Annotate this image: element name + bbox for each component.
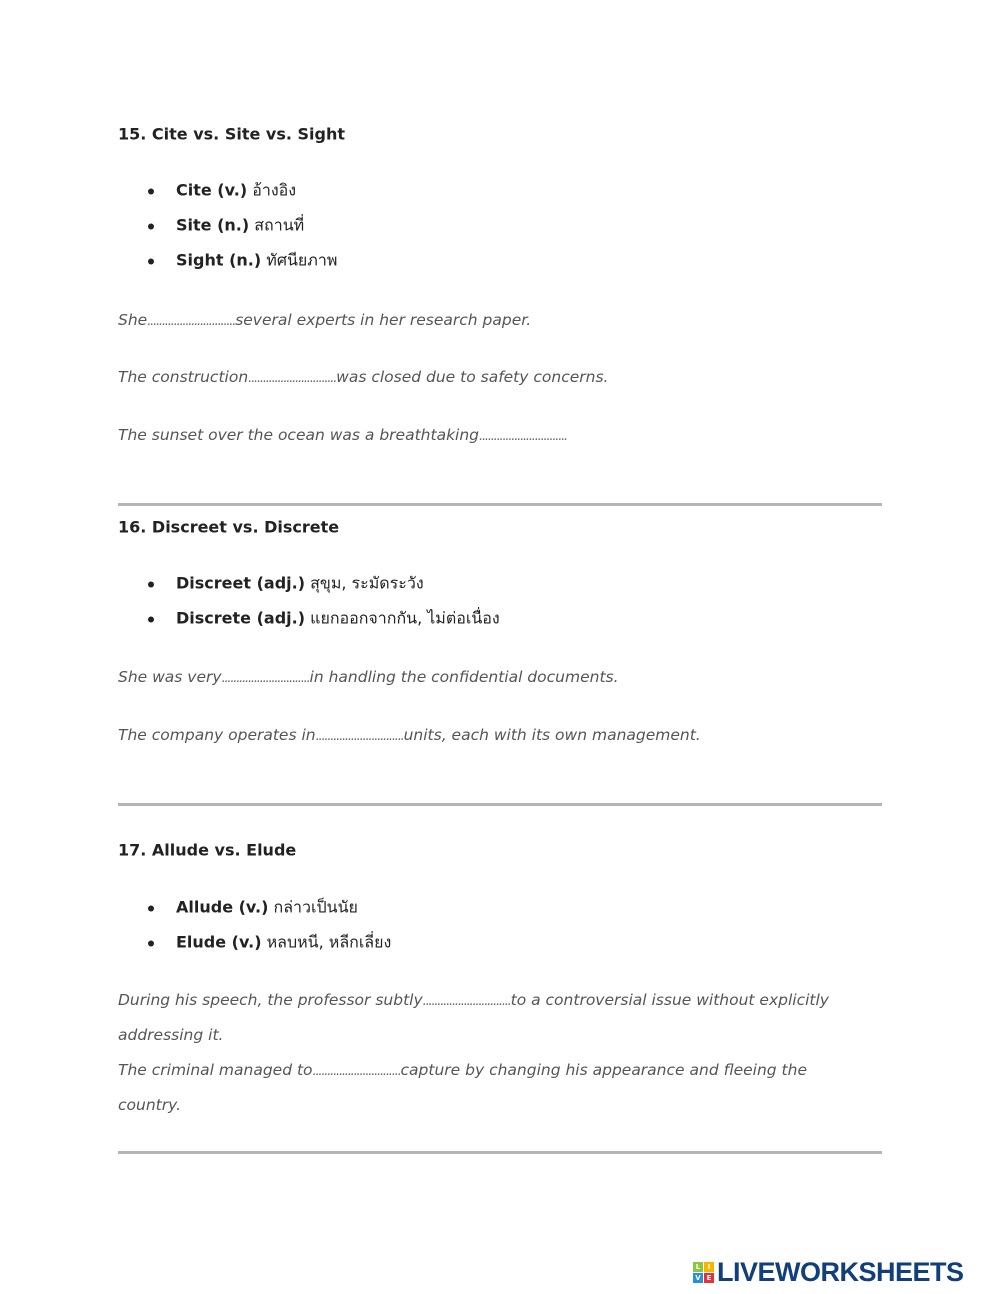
logo-tiles-icon bbox=[693, 1262, 714, 1283]
sentence-after: units, each with its own management. bbox=[403, 726, 701, 744]
sentence bbox=[118, 368, 608, 386]
bullet-icon bbox=[148, 905, 154, 911]
term: Discrete (adj.) bbox=[176, 608, 306, 628]
sentence-after: capture by changing his appearance and fleeing the bbox=[400, 1061, 807, 1079]
sentence-before: She was very bbox=[118, 668, 222, 686]
logo-text: LIVEWORKSHEETS bbox=[717, 1257, 964, 1287]
bullet-item bbox=[148, 607, 500, 632]
bullet-item bbox=[148, 214, 304, 239]
answer-blank[interactable]: .............................. bbox=[315, 729, 404, 744]
thai-meaning: ทัศนียภาพ bbox=[266, 250, 338, 270]
term: Elude (v.) bbox=[176, 932, 262, 952]
section-divider bbox=[118, 503, 882, 506]
section-divider bbox=[118, 1151, 882, 1154]
sentence-before: The sunset over the ocean was a breathtaking bbox=[118, 426, 480, 444]
sentence-before: During his speech, the professor subtly bbox=[118, 991, 423, 1009]
section-heading: 16. Discreet vs. Discrete bbox=[118, 517, 340, 537]
bullet-item bbox=[148, 896, 358, 921]
logo-tile: V bbox=[693, 1273, 703, 1283]
sentence bbox=[118, 311, 531, 329]
bullet-icon bbox=[148, 188, 154, 194]
answer-blank[interactable]: .............................. bbox=[479, 429, 567, 444]
sentence-continuation: addressing it. bbox=[118, 1026, 224, 1044]
term: Discreet (adj.) bbox=[176, 573, 306, 593]
term: Allude (v.) bbox=[176, 897, 269, 917]
bullet-icon bbox=[148, 616, 154, 622]
bullet-icon bbox=[148, 223, 154, 229]
section-heading: 17. Allude vs. Elude bbox=[118, 840, 297, 860]
sentence-before: The construction bbox=[118, 368, 249, 386]
liveworksheets-logo bbox=[693, 1257, 964, 1288]
logo-tile: I bbox=[704, 1262, 714, 1272]
term: Site (n.) bbox=[176, 215, 250, 235]
sentence-before: She bbox=[118, 311, 148, 329]
thai-meaning: อ้างอิง bbox=[252, 180, 297, 200]
thai-meaning: สถานที่ bbox=[254, 215, 305, 235]
bullet-item bbox=[148, 931, 391, 956]
thai-meaning: แยกออกจากกัน, ไม่ต่อเนื่อง bbox=[310, 608, 500, 628]
answer-blank[interactable]: .............................. bbox=[422, 994, 511, 1009]
bullet-icon bbox=[148, 940, 154, 946]
bullet-icon bbox=[148, 258, 154, 264]
thai-meaning: กล่าวเป็นนัย bbox=[273, 897, 358, 917]
logo-tile: E bbox=[704, 1273, 714, 1283]
logo-tile: L bbox=[693, 1262, 703, 1272]
bullet-item bbox=[148, 249, 337, 274]
bullet-icon bbox=[148, 581, 154, 587]
sentence-after: was closed due to safety concerns. bbox=[336, 368, 609, 386]
answer-blank[interactable]: .............................. bbox=[312, 1064, 401, 1079]
answer-blank[interactable]: .............................. bbox=[221, 671, 310, 686]
sentence-before: The company operates in bbox=[118, 726, 316, 744]
sentence bbox=[118, 426, 567, 444]
thai-meaning: หลบหนี, หลีกเลี่ยง bbox=[266, 932, 392, 952]
sentence bbox=[118, 991, 829, 1009]
sentence-after: several experts in her research paper. bbox=[235, 311, 532, 329]
term: Cite (v.) bbox=[176, 180, 248, 200]
term: Sight (n.) bbox=[176, 250, 262, 270]
sentence bbox=[118, 1061, 807, 1079]
sentence-continuation: country. bbox=[118, 1096, 181, 1114]
sentence bbox=[118, 726, 701, 744]
sentence-after: to a controversial issue without explicitly bbox=[510, 991, 829, 1009]
bullet-item bbox=[148, 572, 424, 597]
answer-blank[interactable]: .............................. bbox=[248, 371, 337, 386]
bullet-item bbox=[148, 179, 296, 204]
sentence-before: The criminal managed to bbox=[118, 1061, 313, 1079]
section-divider bbox=[118, 803, 882, 806]
sentence bbox=[118, 668, 619, 686]
answer-blank[interactable]: .............................. bbox=[147, 314, 236, 329]
thai-meaning: สุขุม, ระมัดระวัง bbox=[310, 573, 424, 593]
section-heading: 15. Cite vs. Site vs. Sight bbox=[118, 124, 345, 144]
sentence-after: in handling the confidential documents. bbox=[309, 668, 619, 686]
